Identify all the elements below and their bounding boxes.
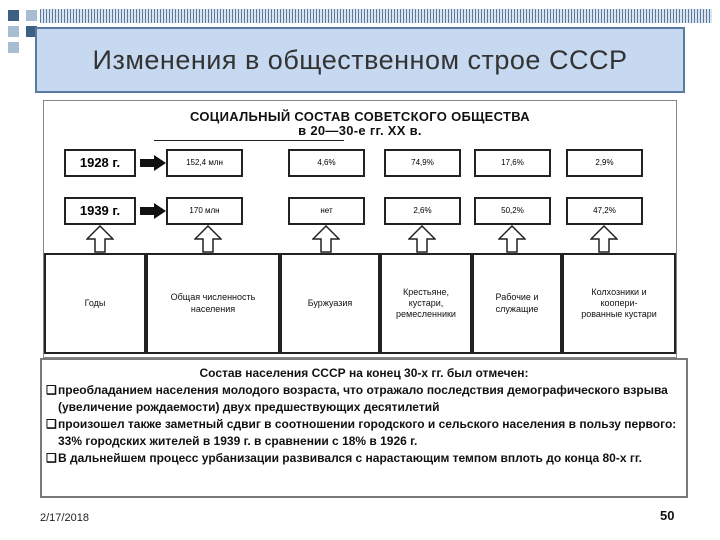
checkbox-bullet-icon: ❑	[46, 417, 57, 431]
up-arrow-icon	[590, 225, 618, 253]
diagram-title-line1: СОЦИАЛЬНЫЙ СОСТАВ СОВЕТСКОГО ОБЩЕСТВА	[190, 109, 530, 124]
value-cell: 2,6%	[384, 197, 461, 225]
list-item	[46, 450, 682, 467]
up-arrow-icon	[408, 225, 436, 253]
right-arrow-icon	[140, 203, 166, 219]
decor-square	[8, 42, 19, 53]
value-cell: 152,4 млн	[166, 149, 243, 177]
value-cell: 50,2%	[474, 197, 551, 225]
list-item	[46, 382, 682, 416]
value-cell: 47,2%	[566, 197, 643, 225]
social-structure-diagram	[43, 100, 677, 358]
list-item-text: произошел также заметный сдвиг в соотношении городского и сельского населения в пользу первого: 33% городских жителей в 1939 г. в сравнении с 18% в 1926 г.	[58, 417, 677, 448]
header-total-population: Общая численность населения	[146, 253, 280, 354]
page-number: 50	[660, 508, 675, 523]
list-item-text: В дальнейшем процесс урбанизации развивался с нарастающим темпом вплоть до конца 80-х гг.	[58, 451, 642, 465]
up-arrow-icon	[498, 225, 526, 253]
up-arrow-icon	[194, 225, 222, 253]
slide-title: Изменения в общественном строе СССР	[92, 45, 628, 75]
list-item	[46, 416, 682, 450]
summary-text-box	[40, 358, 688, 498]
decor-stripe	[40, 9, 712, 23]
list-item-text: преобладанием населения молодого возраста, что отражало последствия демографического взрыва (увеличение рождаемости) двух предшествующих десятилетий	[58, 383, 668, 414]
checkbox-bullet-icon: ❑	[46, 451, 57, 465]
value-cell: нет	[288, 197, 365, 225]
title-underline	[154, 140, 344, 141]
header-collective-farmers: Колхозники и коопери-рованные кустари	[562, 253, 676, 354]
footer-date: 2/17/2018	[40, 512, 89, 524]
value-cell: 74,9%	[384, 149, 461, 177]
summary-list	[42, 382, 686, 467]
decor-square	[8, 10, 19, 21]
checkbox-bullet-icon: ❑	[46, 383, 57, 397]
value-cell: 17,6%	[474, 149, 551, 177]
header-peasants: Крестьяне, кустари, ремесленники	[380, 253, 472, 354]
decor-square	[8, 26, 19, 37]
summary-heading: Состав населения СССР на конец 30-х гг. был отмечен:	[199, 366, 529, 380]
up-arrow-icon	[312, 225, 340, 253]
year-1928-box: 1928 г.	[64, 149, 136, 177]
diagram-title-line2: в 20—30-е гг. XX в.	[298, 123, 422, 138]
year-1939-box: 1939 г.	[64, 197, 136, 225]
up-arrow-icon	[86, 225, 114, 253]
header-bourgeoisie: Буржуазия	[280, 253, 380, 354]
value-cell: 2,9%	[566, 149, 643, 177]
value-cell: 4,6%	[288, 149, 365, 177]
right-arrow-icon	[140, 155, 166, 171]
decor-square	[26, 10, 37, 21]
slide-title-box	[35, 27, 685, 93]
header-workers: Рабочие и служащие	[472, 253, 562, 354]
value-cell: 170 млн	[166, 197, 243, 225]
header-years: Годы	[44, 253, 146, 354]
